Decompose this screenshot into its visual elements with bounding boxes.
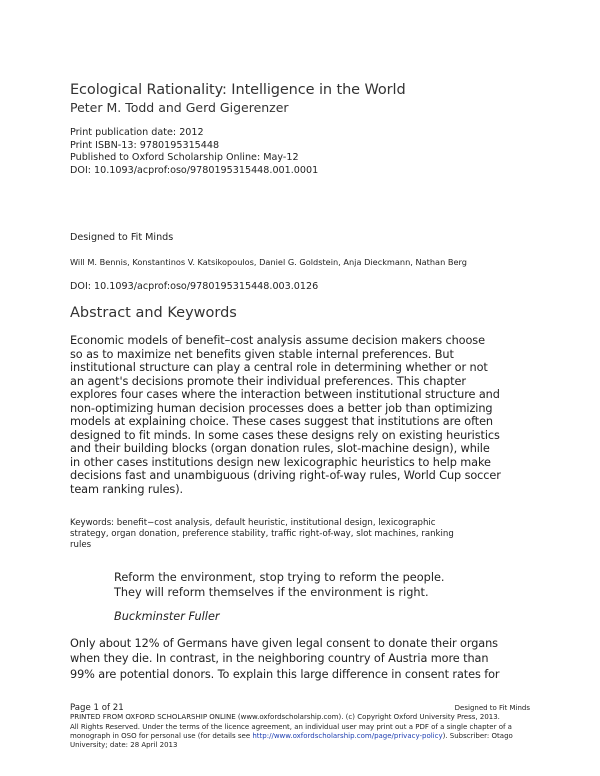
page-footer	[70, 704, 530, 750]
abstract-line: an agent's decisions promote their individual preferences. This chapter	[70, 374, 466, 388]
abstract-line: team ranking rules).	[70, 482, 184, 496]
chapter-doi: DOI: 10.1093/acprof:oso/9780195315448.003.0126	[70, 281, 319, 292]
keywords	[70, 518, 532, 551]
chapter-title: Designed to Fit Minds	[70, 232, 174, 243]
print-publication-date: Print publication date: 2012	[70, 127, 204, 138]
page-number: Page 1 of 21	[70, 703, 124, 713]
abstract-line: institutional structure can play a central role in determining whether or not	[70, 361, 488, 374]
abstract-text	[70, 334, 532, 496]
epigraph-line: Reform the environment, stop trying to reform the people.	[114, 571, 445, 584]
book-authors: Peter M. Todd and Gerd Gigerenzer	[70, 100, 289, 115]
footer-personal-use	[70, 732, 530, 741]
running-head: Designed to Fit Minds	[454, 704, 530, 712]
book-doi: DOI: 10.1093/acprof:oso/9780195315448.001.0001	[70, 164, 319, 176]
epigraph-attribution: Buckminster Fuller	[114, 610, 220, 623]
abstract-line: designed to fit minds. In some cases these designs rely on existing heuristics	[70, 428, 500, 442]
abstract-line: decisions fast and unambiguous (driving right-of-way rules, World Cup soccer	[70, 469, 501, 482]
footer-copyright: PRINTED FROM OXFORD SCHOLARSHIP ONLINE (www.oxfordscholarship.com). (c) Copyright Oxford University Press, 2013.	[70, 713, 500, 722]
abstract-line: models at explaining choice. These cases suggest that institutions are often	[70, 415, 493, 428]
abstract-line: explores four cases where the interaction between institutional structure and	[70, 388, 500, 401]
footer-subscriber: ). Subscriber: Otago	[442, 731, 513, 740]
epigraph-quote	[114, 570, 445, 600]
abstract-line: and their building blocks (organ donation rules, slot-machine design), while	[70, 442, 490, 455]
abstract-line: Economic models of benefit–cost analysis assume decision makers choose	[70, 334, 485, 347]
footer-personal-use-text: monograph in OSO for personal use (for details see	[70, 731, 253, 740]
publication-metadata	[70, 127, 318, 177]
footer-licence: All Rights Reserved. Under the terms of the licence agreement, an individual user may print out a PDF of a single chapter of a	[70, 722, 512, 731]
abstract-line: so as to maximize net benefits given stable internal preferences. But	[70, 347, 454, 361]
keywords-line: strategy, organ donation, preference stability, traffic right-of-way, slot machines, ranking	[70, 529, 454, 539]
keywords-line: Keywords: benefit−cost analysis, default heuristic, institutional design, lexicographic	[70, 518, 436, 528]
footer-date: University; date: 28 April 2013	[70, 741, 178, 750]
print-isbn: Print ISBN-13: 9780195315448	[70, 139, 220, 151]
body-text	[70, 636, 532, 682]
abstract-line: non-optimizing human decision processes does a better job than optimizing	[70, 401, 493, 415]
footer-top-row	[70, 704, 530, 713]
privacy-policy-link[interactable]: http://www.oxfordscholarship.com/page/privacy-policy	[252, 731, 443, 740]
abstract-heading: Abstract and Keywords	[70, 305, 237, 321]
published-online-date: Published to Oxford Scholarship Online: May-12	[70, 152, 299, 163]
epigraph-line: They will reform themselves if the environment is right.	[114, 586, 429, 599]
body-line: when they die. In contrast, in the neighboring country of Austria more than	[70, 652, 489, 666]
book-title: Ecological Rationality: Intelligence in the World	[70, 82, 406, 98]
abstract-line: in other cases institutions design new lexicographic heuristics to help make	[70, 455, 491, 469]
body-line: 99% are potential donors. To explain this large difference in consent rates for	[70, 667, 500, 681]
chapter-authors: Will M. Bennis, Konstantinos V. Katsikopoulos, Daniel G. Goldstein, Anja Dieckmann, Nathan Berg	[70, 257, 467, 267]
keywords-line: rules	[70, 540, 92, 550]
body-line: Only about 12% of Germans have given legal consent to donate their organs	[70, 637, 498, 650]
